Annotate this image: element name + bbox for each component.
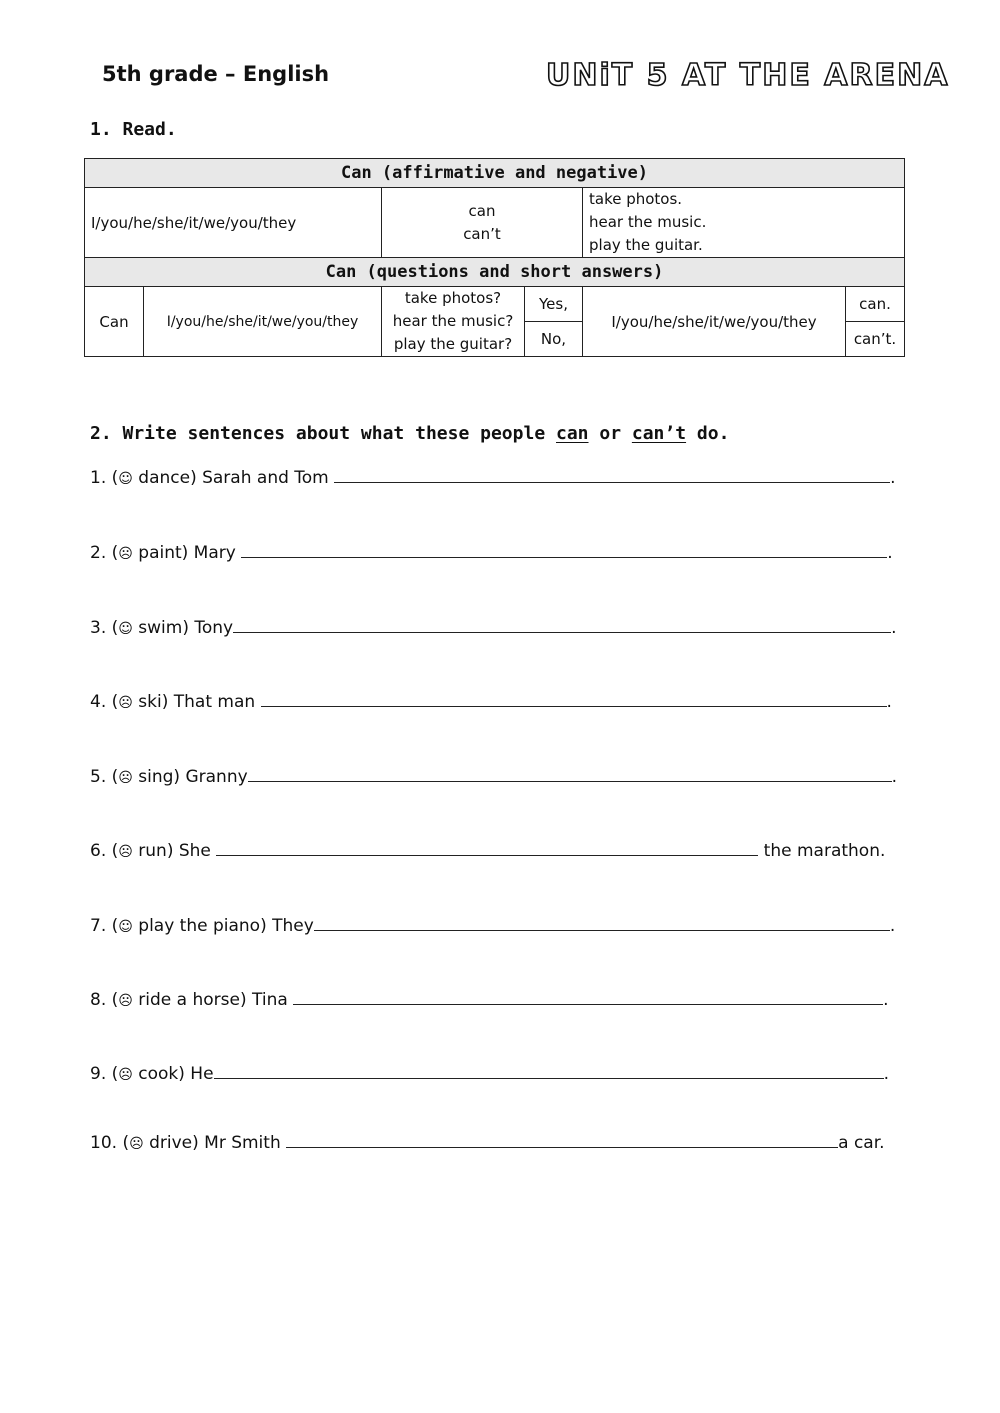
frown-icon: ☹ (118, 770, 133, 786)
frown-icon: ☹ (118, 695, 133, 711)
exercise-prompt: paint) Mary (132, 543, 242, 563)
affirmative-header: Can (affirmative and negative) (85, 159, 905, 188)
exercise-number: 7. ( (90, 916, 119, 936)
verbs-cell (583, 188, 905, 258)
question-verb: play the guitar? (393, 335, 513, 353)
section1-title: 1. Read. (90, 119, 177, 140)
exercise-number: 6. ( (90, 841, 119, 861)
frown-icon: ☹ (118, 993, 133, 1009)
exercise-prompt: dance) Sarah and Tom (132, 468, 335, 488)
exercise-number: 8. ( (90, 990, 119, 1010)
smiley-icon: ☺ (118, 471, 133, 487)
exercise-number: 2. ( (90, 543, 119, 563)
exercise-end: . (889, 916, 896, 936)
question-subjects-cell: I/you/he/she/it/we/you/they (144, 287, 382, 357)
exercise-end: the marathon. (758, 841, 886, 861)
answer-blank[interactable] (248, 763, 892, 782)
exercise-end: a car. (838, 1133, 885, 1153)
modal-cant: can’t (463, 224, 501, 243)
title-cant: can’t (631, 423, 687, 444)
answer-blank[interactable] (241, 539, 887, 558)
exercise-prompt: drive) Mr Smith (143, 1133, 287, 1153)
modals-cell (382, 188, 583, 258)
no-cell: No, (525, 322, 583, 357)
exercise-number: 4. ( (90, 692, 119, 712)
exercise-end: . (887, 543, 893, 563)
section2-title (90, 423, 729, 444)
answer-blank[interactable] (334, 464, 890, 483)
answer-blank[interactable] (233, 614, 891, 633)
exercise-prompt: play the piano) They (132, 916, 314, 936)
smiley-icon: ☺ (118, 919, 133, 935)
grammar-table (84, 158, 905, 357)
title-or: or (588, 423, 632, 444)
exercise-4 (90, 688, 892, 712)
modal-can: can (468, 201, 496, 220)
title-post: do. (686, 423, 730, 444)
exercise-3 (90, 614, 897, 638)
worksheet-grade-title: 5th grade – English (102, 62, 330, 86)
frown-icon: ☹ (118, 1067, 133, 1083)
answer-blank[interactable] (214, 1060, 884, 1079)
exercise-10 (90, 1129, 885, 1153)
exercise-prompt: ride a horse) Tina (132, 990, 294, 1010)
verb-item: hear the music. (589, 213, 707, 231)
exercise-end: . (883, 1064, 889, 1084)
exercise-end: . (883, 990, 889, 1010)
question-can-cell: Can (85, 287, 144, 357)
exercise-number: 9. ( (90, 1064, 119, 1084)
exercise-prompt: swim) Tony (132, 618, 234, 638)
frown-icon: ☹ (118, 546, 133, 562)
answer-can-cell: can. (846, 287, 905, 322)
title-can: can (556, 423, 589, 444)
exercise-end: . (891, 618, 897, 638)
questions-header: Can (questions and short answers) (85, 258, 905, 287)
question-verb: hear the music? (392, 312, 514, 330)
yes-cell: Yes, (525, 287, 583, 322)
exercise-prompt: ski) That man (132, 692, 261, 712)
exercise-prompt: run) She (132, 841, 217, 861)
exercise-8 (90, 986, 889, 1010)
answer-blank[interactable] (314, 912, 890, 931)
frown-icon: ☹ (118, 844, 133, 860)
exercise-number: 3. ( (90, 618, 119, 638)
answer-blank[interactable] (261, 688, 887, 707)
verb-item: take photos. (589, 190, 683, 208)
exercise-9 (90, 1060, 889, 1084)
verb-item: play the guitar. (589, 236, 703, 254)
question-verbs-cell (382, 287, 525, 357)
exercise-number: 1. ( (90, 468, 119, 488)
exercise-5 (90, 763, 897, 787)
section2-title-text: 2. Write sentences about what these people (90, 423, 556, 444)
answer-blank[interactable] (216, 837, 758, 856)
exercise-number: 10. ( (90, 1133, 130, 1153)
exercise-end: . (890, 468, 896, 488)
exercise-6 (90, 837, 885, 861)
smiley-icon: ☺ (118, 621, 133, 637)
exercise-end: . (891, 767, 898, 787)
exercise-prompt: sing) Granny (132, 767, 248, 787)
answer-blank[interactable] (293, 986, 883, 1005)
exercise-end: . (886, 692, 892, 712)
question-verb: take photos? (404, 289, 502, 307)
frown-icon: ☹ (129, 1136, 144, 1152)
exercise-1 (90, 464, 896, 488)
exercise-number: 5. ( (90, 767, 119, 787)
answer-cant-cell: can’t. (846, 322, 905, 357)
exercise-prompt: cook) He (132, 1064, 214, 1084)
answer-blank[interactable] (286, 1129, 838, 1148)
unit-title: UNiT 5 AT THE ARENA (546, 58, 950, 93)
answer-subjects-cell: I/you/he/she/it/we/you/they (583, 287, 846, 357)
exercise-2 (90, 539, 893, 563)
subjects-cell: I/you/he/she/it/we/you/they (85, 188, 382, 258)
exercise-7 (90, 912, 895, 936)
